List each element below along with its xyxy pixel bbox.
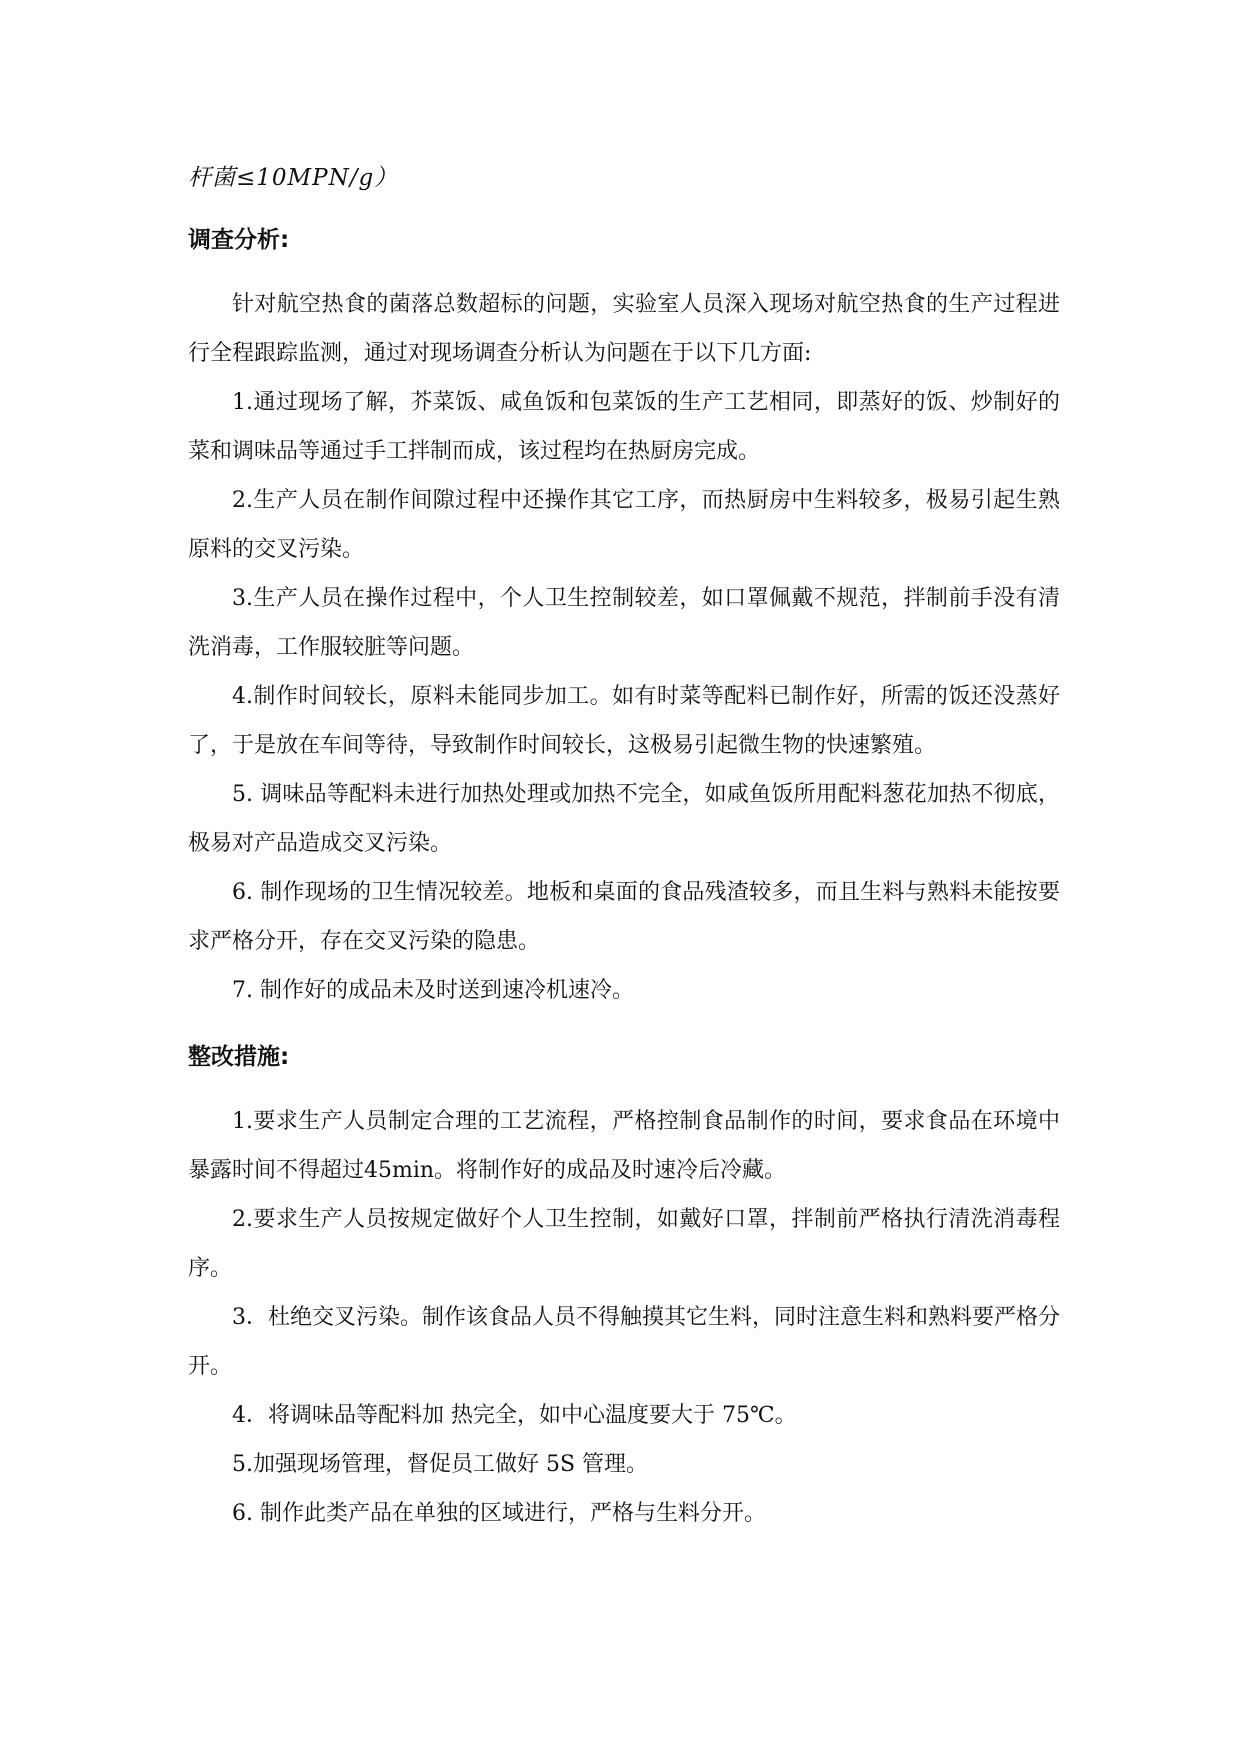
analysis-item-3: 3.生产人员在操作过程中，个人卫生控制较差，如口罩佩戴不规范，拌制前手没有清洗消毒，工作服较脏等问题。 [188,586,1060,660]
measures-item-3: 3．杜绝交叉污染。制作该食品人员不得触摸其它生料，同时注意生料和熟料要严格分开。 [188,1305,1060,1379]
measures-heading: 整改措施: [188,1044,290,1070]
measures-item-2: 2.要求生产人员按规定做好个人卫生控制，如戴好口罩，拌制前严格执行清洗消毒程序。 [188,1207,1060,1281]
document-body [188,158,1060,1538]
measures-item-1: 1.要求生产人员制定合理的工艺流程，严格控制食品制作的时间，要求食品在环境中暴露时间不得超过45min。将制作好的成品及时速冷后冷藏。 [188,1109,1060,1183]
continued-fragment: 杆菌≤10MPN/g） [188,165,399,191]
analysis-item-1: 1.通过现场了解，芥菜饭、咸鱼饭和包菜饭的生产工艺相同，即蒸好的饭、炒制好的菜和调味品等通过手工拌制而成，该过程均在热厨房完成。 [188,390,1060,464]
analysis-item-6: 6. 制作现场的卫生情况较差。地板和桌面的食品残渣较多，而且生料与熟料未能按要求严格分开，存在交叉污染的隐患。 [188,880,1060,954]
analysis-item-5: 5. 调味品等配料未进行加热处理或加热不完全，如咸鱼饭所用配料葱花加热不彻底，极易对产品造成交叉污染。 [188,782,1060,856]
analysis-list [188,378,1060,1015]
measures-list [188,1097,1060,1538]
measures-item-4: 4．将调味品等配料加 热完全，如中心温度要大于 75℃。 [232,1403,797,1428]
measures-item-6: 6. 制作此类产品在单独的区域进行，严格与生料分开。 [232,1501,766,1526]
analysis-item-2: 2.生产人员在制作间隙过程中还操作其它工序，而热厨房中生料较多，极易引起生熟原料的交叉污染。 [188,488,1060,562]
analysis-heading: 调查分析: [188,227,290,253]
analysis-item-7: 7. 制作好的成品未及时送到速冷机速冷。 [232,978,634,1003]
section-spacer [188,1015,1060,1037]
analysis-intro: 针对航空热食的菌落总数超标的问题，实验室人员深入现场对航空热食的生产过程进行全程跟踪监测，通过对现场调查分析认为问题在于以下几方面: [188,292,1060,366]
measures-item-5: 5.加强现场管理，督促员工做好 5S 管理。 [232,1452,649,1477]
analysis-item-4: 4.制作时间较长，原料未能同步加工。如有时菜等配料已制作好，所需的饭还没蒸好了，于是放在车间等待，导致制作时间较长，这极易引起微生物的快速繁殖。 [188,684,1060,758]
